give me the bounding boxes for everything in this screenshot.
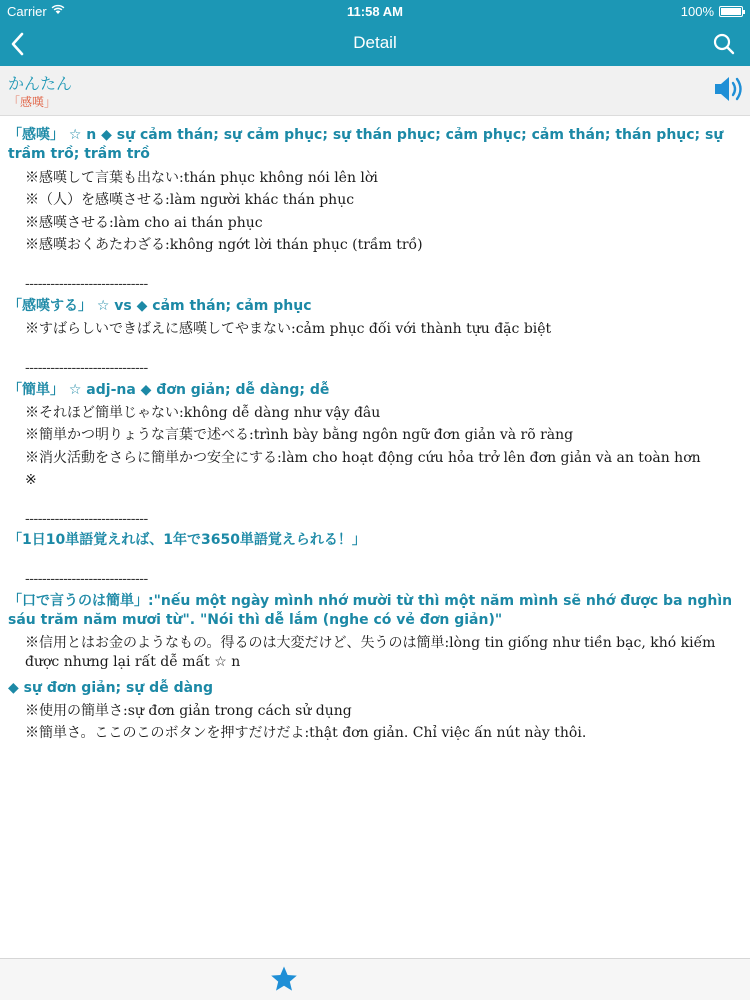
favorite-button[interactable] xyxy=(270,965,298,993)
search-button[interactable] xyxy=(704,22,744,66)
entry-heading: 「1日10単語覚えれば、1年で3650単語覚えられる！」 xyxy=(8,532,366,548)
status-bar xyxy=(0,0,750,22)
page-title: Detail xyxy=(353,33,397,52)
clock: 11:58 AM xyxy=(347,4,403,19)
example-line: ※消火活動をさらに簡単かつ安全にする:làm cho hoạt động cứu hỏa trở lên đơn giản và an toàn hơn xyxy=(25,450,701,466)
example-line: ※感嘆させる:làm cho ai thán phục xyxy=(25,215,263,231)
example-line: ※ xyxy=(25,472,37,488)
entry-heading: 「簡単」 ☆ adj-na ◆ đơn giản; dễ dàng; dễ xyxy=(8,382,330,398)
word-reading: かんたん xyxy=(8,74,73,93)
speaker-icon xyxy=(712,71,746,107)
search-icon xyxy=(704,22,744,66)
battery-percent: 100% xyxy=(680,4,714,19)
separator: ----------------------------- xyxy=(25,276,148,292)
battery-icon xyxy=(719,6,743,17)
example-line: ※感嘆おくあたわざる:không ngớt lời thán phục (trầm trồ) xyxy=(25,237,423,253)
nav-bar xyxy=(0,22,750,66)
example-line: ※信用とはお金のようなもの。得るのは大変だけど、失うのは簡単:lòng tin giống như tiền bạc, khó kiếm được nhưng lại rất dễ mất ☆ n xyxy=(25,635,716,670)
entry-heading: 「感嘆」 ☆ n ◆ sự cảm thán; sự cảm phục; sự thán phục; cảm phục; cảm thán; thán phục; sự trầm trồ; trầm trồ xyxy=(8,127,724,162)
entry-heading: ◆ sự đơn giản; sự dễ dàng xyxy=(8,680,214,696)
separator: ----------------------------- xyxy=(25,360,148,376)
example-line: ※感嘆して言葉も出ない:thán phục không nói lên lời xyxy=(25,170,378,186)
speaker-button[interactable] xyxy=(712,71,746,107)
example-line: ※簡単さ。ここのこのボタンを押すだけだよ:thật đơn giản. Chỉ việc ấn nút này thôi. xyxy=(25,725,587,741)
bottom-toolbar xyxy=(0,958,750,1000)
separator: ----------------------------- xyxy=(25,511,148,527)
example-line: ※それほど簡単じゃない:không dễ dàng như vậy đâu xyxy=(25,405,381,421)
separator: ----------------------------- xyxy=(25,571,148,587)
entry-heading: 「感嘆する」 ☆ vs ◆ cảm thán; cảm phục xyxy=(8,298,312,314)
carrier-label: Carrier xyxy=(7,4,47,19)
example-line: ※使用の簡単さ:sự đơn giản trong cách sử dụng xyxy=(25,703,352,719)
star-icon xyxy=(270,965,298,993)
word-kanji: 「感嘆」 xyxy=(8,95,57,109)
word-header xyxy=(0,66,750,116)
example-line: ※簡単かつ明りょうな言葉で述べる:trình bày bằng ngôn ngữ đơn giản và rõ ràng xyxy=(25,427,574,443)
example-line: ※（人）を感嘆させる:làm người khác thán phục xyxy=(25,192,355,208)
entry-heading: 「口で言うのは簡単」:"nếu một ngày mình nhớ mười từ thì một năm mình sẽ nhớ được ba nghìn sáu trăm năm mươi từ". "Nói thì dễ lắm (nghe có vẻ đơn giản)" xyxy=(8,593,733,628)
example-line: ※すばらしいできばえに感嘆してやまない:cảm phục đối với thành tựu đặc biệt xyxy=(25,321,552,337)
